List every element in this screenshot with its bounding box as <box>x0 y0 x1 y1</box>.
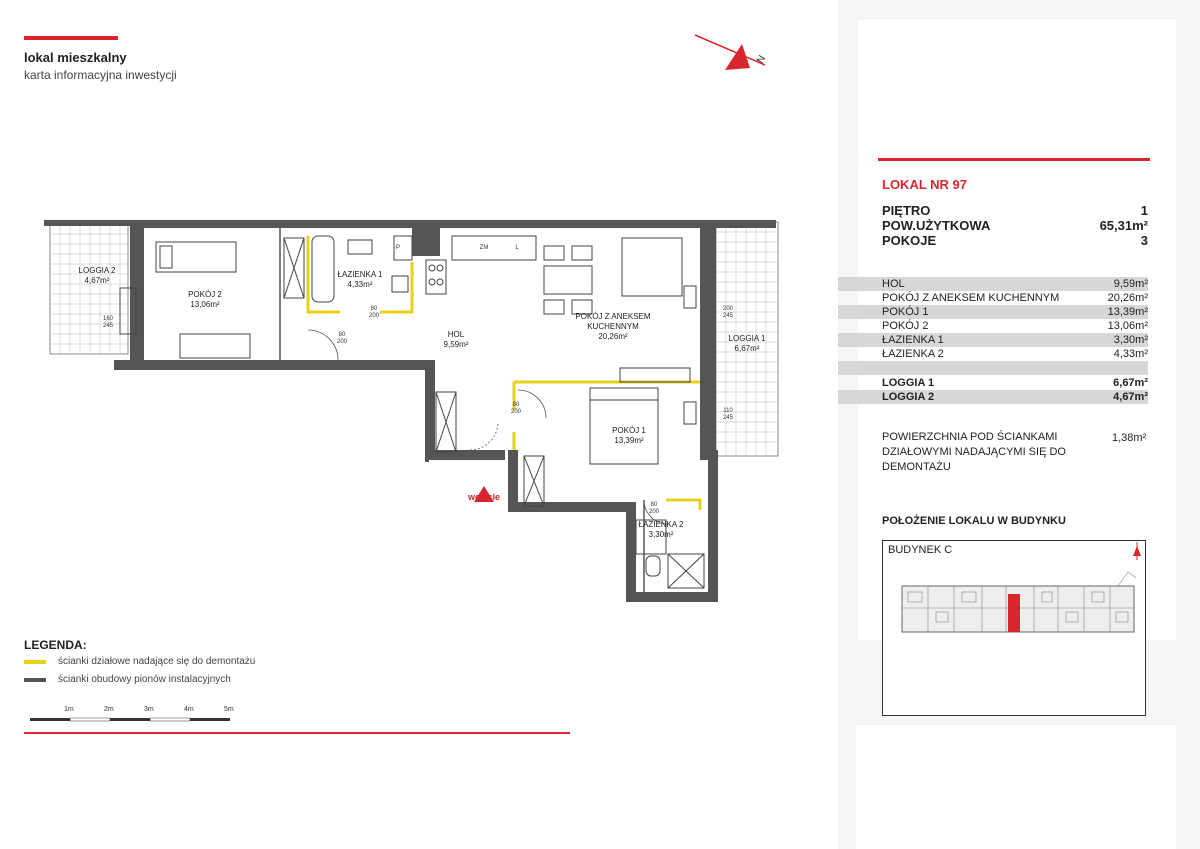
room-name: ŁAZIENKA 2 <box>882 348 944 360</box>
label-lazienka-1 <box>328 270 392 290</box>
info-panel-footer <box>856 725 1176 849</box>
room-name: POKÓJ 2 <box>882 320 929 332</box>
appliance-zm: ZM <box>479 245 489 251</box>
dim-80-200-d: 80 200 <box>648 502 659 515</box>
dim-80-200-a: 80 200 <box>336 332 347 345</box>
label-loggia-2-area: 4,67m² <box>84 276 110 285</box>
label-loggia-1-area: 6,67m² <box>734 344 760 353</box>
legend-item-label: ścianki działowe nadające się do demontażu <box>58 656 256 667</box>
room-area: 4,33m² <box>1113 348 1148 360</box>
legend-title: LEGENDA: <box>24 638 87 652</box>
appliance-p: P <box>395 245 400 251</box>
legend-item-label: ścianki obudowy pionów instalacyjnych <box>58 674 231 685</box>
label-pokoj-2-name: POKÓJ 2 <box>188 290 222 299</box>
unit-rooms-row <box>882 233 1148 248</box>
loggia-2-area <box>50 224 128 354</box>
entrance-label: wejście <box>468 492 501 502</box>
label-loggia-2 <box>64 266 130 286</box>
label-lazienka-2-name: ŁAZIENKA 2 <box>638 520 684 529</box>
label-loggia-2-name: LOGGIA 2 <box>78 266 116 275</box>
unit-floor-row <box>882 203 1148 218</box>
room-row <box>838 333 1148 347</box>
dim-110-245: 110 245 <box>722 408 733 421</box>
dim-160-245: 160 245 <box>102 316 113 329</box>
appliance-l: L <box>515 245 519 251</box>
floor-plan <box>40 210 800 610</box>
legend-swatch-gray <box>24 678 46 682</box>
legend-item-demolition <box>24 656 255 667</box>
room-row-spacer <box>838 361 1148 375</box>
page-subtitle: karta informacyjna inwestycji <box>24 68 177 82</box>
room-row <box>838 291 1148 305</box>
unit-number: LOKAL NR 97 <box>882 177 967 192</box>
scale-tick-1m: 1m <box>64 706 74 713</box>
unit-area-value: 65,31m² <box>1099 218 1148 233</box>
label-lazienka-1-name: ŁAZIENKA 1 <box>337 270 383 279</box>
legend-item-installation <box>24 674 231 685</box>
label-hol-name: HOL <box>447 330 465 339</box>
label-pokoj-1 <box>596 426 662 446</box>
dim-200-245: 200 245 <box>722 306 733 319</box>
partition-note: POWIERZCHNIA POD ŚCIANKAMI DZIAŁOWYMI NADAJĄCYMI SIĘ DO DEMONTAŻU <box>882 431 1066 473</box>
unit-location-marker <box>1008 594 1020 632</box>
compass-letter: N <box>755 53 769 66</box>
room-area: 13,39m² <box>1107 306 1148 318</box>
label-loggia-1 <box>716 334 778 354</box>
unit-rooms-label: POKOJE <box>882 233 937 248</box>
partition-note-value: 1,38m² <box>1112 432 1147 444</box>
room-area: 3,30m² <box>1113 334 1148 346</box>
footer-accent-line <box>24 732 570 734</box>
room-row <box>838 319 1148 333</box>
scale-tick-3m: 3m <box>144 706 154 713</box>
unit-area-row <box>882 218 1148 233</box>
loggia-area: 4,67m² <box>1113 391 1148 403</box>
label-lazienka-2 <box>628 520 694 540</box>
loggia-row <box>838 376 1148 390</box>
unit-floor-label: PIĘTRO <box>882 203 931 218</box>
label-loggia-1-name: LOGGIA 1 <box>728 334 766 343</box>
label-hol-area: 9,59m² <box>443 340 469 349</box>
label-salon-line1: POKÓJ Z ANEKSEM <box>575 312 651 321</box>
room-name: HOL <box>882 278 905 290</box>
scale-tick-4m: 4m <box>184 706 194 713</box>
label-pokoj-1-name: POKÓJ 1 <box>612 426 646 435</box>
room-row <box>838 277 1148 291</box>
page-title: lokal mieszkalny <box>24 50 127 65</box>
room-area: 20,26m² <box>1107 292 1148 304</box>
room-area: 9,59m² <box>1113 278 1148 290</box>
label-pokoj-1-area: 13,39m² <box>614 436 644 445</box>
legend-swatch-yellow <box>24 660 46 664</box>
loggia-name: LOGGIA 2 <box>882 391 935 403</box>
building-plan-thumbnail <box>898 560 1138 640</box>
label-salon-line2: KUCHENNYM <box>587 322 639 331</box>
location-title: POŁOŻENIE LOKALU W BUDYNKU <box>882 515 1066 527</box>
unit-rooms-value: 3 <box>1140 233 1148 248</box>
scale-tick-2m: 2m <box>104 706 114 713</box>
room-row <box>838 305 1148 319</box>
label-hol <box>426 330 486 350</box>
panel-accent-bar <box>878 158 1150 161</box>
unit-floor-value: 1 <box>1140 203 1148 218</box>
label-salon-area: 20,26m² <box>598 332 628 341</box>
scale-tick-5m: 5m <box>224 706 234 713</box>
room-name: POKÓJ 1 <box>882 306 929 318</box>
label-lazienka-1-area: 4,33m² <box>347 280 373 289</box>
room-area: 13,06m² <box>1107 320 1148 332</box>
building-label: BUDYNEK C <box>888 544 953 556</box>
loggia-name: LOGGIA 1 <box>882 377 935 389</box>
room-name: POKÓJ Z ANEKSEM KUCHENNYM <box>882 292 1060 304</box>
label-lazienka-2-area: 3,30m² <box>648 530 674 539</box>
north-arrow-icon <box>690 30 780 80</box>
unit-area-label: POW.UŻYTKOWA <box>882 218 991 233</box>
loggia-area: 6,67m² <box>1113 377 1148 389</box>
room-name: ŁAZIENKA 1 <box>882 334 944 346</box>
scale-bar <box>30 714 240 724</box>
dim-80-200-c: 80 200 <box>510 402 521 415</box>
dim-80-200-b: 80 200 <box>368 306 379 319</box>
building-north-arrow-icon <box>1128 540 1146 562</box>
loggia-row <box>838 390 1148 404</box>
label-pokoj-2 <box>170 290 240 310</box>
room-row <box>838 347 1148 361</box>
header-accent-bar <box>24 36 118 40</box>
label-pokoj-2-area: 13,06m² <box>190 300 220 309</box>
label-salon <box>568 312 658 342</box>
